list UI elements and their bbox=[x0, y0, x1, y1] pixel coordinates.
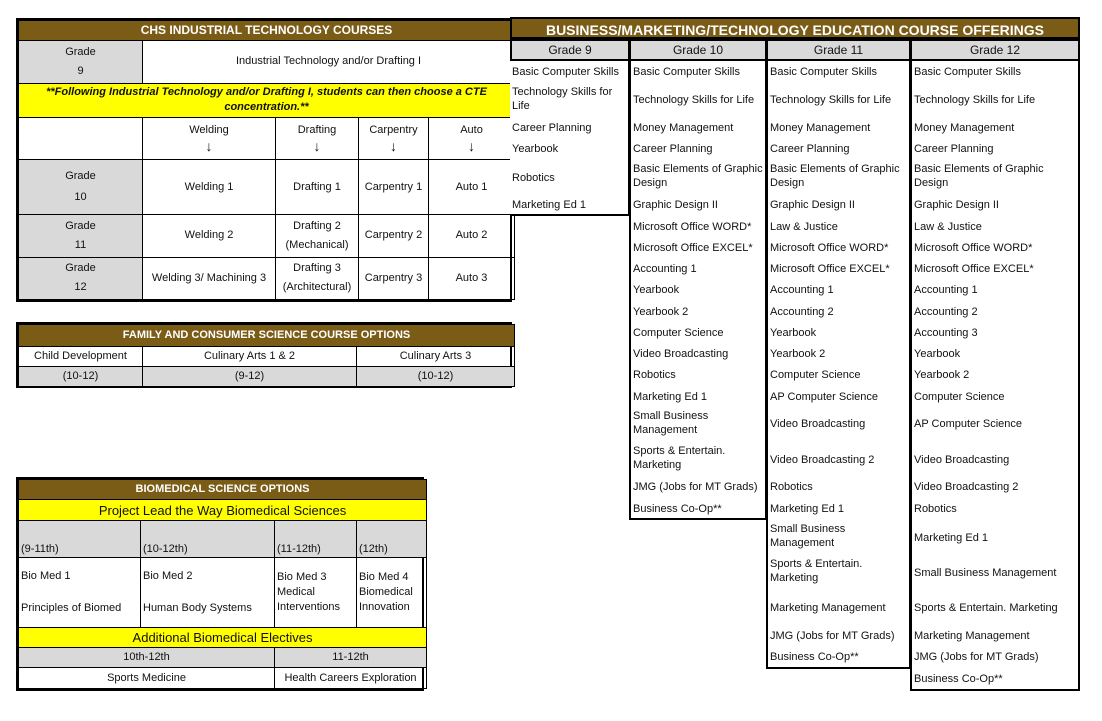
course-name: Drafting 2 bbox=[293, 219, 341, 232]
grade-number: 11 bbox=[74, 238, 87, 251]
course-item: Marketing Management bbox=[770, 602, 886, 614]
pathway-welding bbox=[143, 118, 276, 160]
grade-10-cell bbox=[19, 160, 143, 215]
industrial-title: CHS INDUSTRIAL TECHNOLOGY COURSES bbox=[19, 21, 515, 41]
grade-label: Grade bbox=[65, 262, 96, 275]
course-cell: Drafting 1 bbox=[276, 160, 359, 215]
course-item: Money Management bbox=[914, 122, 1015, 134]
course-item: Video Broadcasting 2 bbox=[770, 454, 875, 466]
course-name: Child Development bbox=[19, 347, 143, 367]
course-item: Accounting 1 bbox=[914, 284, 978, 296]
course-cell: Auto 1 bbox=[429, 160, 515, 215]
course-desc: Human Body Systems bbox=[143, 601, 252, 614]
biomed-title: BIOMEDICAL SCIENCE OPTIONS bbox=[19, 480, 427, 500]
course-item: Robotics bbox=[914, 503, 957, 515]
grade-10-column bbox=[629, 61, 767, 520]
course-name: Bio Med 1 bbox=[21, 569, 71, 582]
course-name: Bio Med 2 bbox=[143, 569, 193, 582]
down-arrow-icon: ↓ bbox=[390, 138, 397, 155]
course-sub: (Architectural) bbox=[282, 281, 352, 294]
course-name: Culinary Arts 1 & 2 bbox=[143, 347, 357, 367]
pathway-blank bbox=[19, 118, 143, 160]
grade-number: 12 bbox=[74, 281, 87, 294]
pathway-label: Carpentry bbox=[369, 124, 418, 137]
course-item: Small Business Management bbox=[770, 523, 846, 549]
grade-range: (12th) bbox=[357, 520, 427, 557]
course-item: Basic Elements of Graphic Design bbox=[914, 163, 1044, 189]
elective-grades: 10th-12th bbox=[19, 647, 275, 667]
course-item: Yearbook bbox=[914, 348, 961, 360]
course-item: Microsoft Office EXCEL* bbox=[770, 263, 890, 275]
course-item: Graphic Design II bbox=[914, 199, 999, 211]
course-item: Sports & Entertain. Marketing bbox=[770, 558, 863, 584]
cte-note: **Following Industrial Technology and/or Drafting I, students can then choose a CTE concentration.** bbox=[19, 83, 515, 117]
biomed-course bbox=[357, 557, 427, 627]
course-item: Marketing Ed 1 bbox=[770, 503, 844, 515]
course-item: Law & Justice bbox=[914, 221, 982, 233]
course-item: JMG (Jobs for MT Grads) bbox=[633, 481, 758, 493]
course-cell: Carpentry 2 bbox=[359, 215, 429, 257]
down-arrow-icon: ↓ bbox=[468, 138, 475, 155]
course-item: Marketing Ed 1 bbox=[633, 391, 707, 403]
family-consumer-table bbox=[16, 322, 512, 388]
pathway-label: Welding bbox=[189, 124, 229, 137]
course-item: Yearbook bbox=[633, 284, 680, 296]
course-item: Accounting 1 bbox=[633, 263, 697, 275]
grade-11-cell bbox=[19, 215, 143, 257]
course-item: Accounting 2 bbox=[914, 306, 978, 318]
course-item: Video Broadcasting bbox=[770, 418, 866, 430]
course-item: Career Planning bbox=[770, 143, 850, 155]
grade-9-column bbox=[510, 61, 630, 216]
elective-name: Sports Medicine bbox=[19, 668, 275, 689]
course-item: Technology Skills for Life bbox=[512, 86, 613, 112]
course-item: Yearbook bbox=[512, 143, 559, 155]
industrial-tech-table bbox=[16, 18, 512, 302]
course-cell: Carpentry 3 bbox=[359, 257, 429, 300]
elective-name: Health Careers Exploration bbox=[275, 668, 427, 689]
course-cell: Auto 3 bbox=[429, 257, 515, 300]
grade-label: Grade bbox=[65, 219, 96, 232]
course-item: Technology Skills for Life bbox=[914, 94, 1036, 106]
course-item: Law & Justice bbox=[770, 221, 838, 233]
course-item: Accounting 2 bbox=[770, 306, 834, 318]
course-item: Career Planning bbox=[633, 143, 713, 155]
pathway-label: Drafting bbox=[297, 124, 337, 137]
course-item: Video Broadcasting bbox=[914, 454, 1010, 466]
course-item: Robotics bbox=[770, 481, 813, 493]
course-item: Video Broadcasting 2 bbox=[914, 481, 1019, 493]
course-item: Graphic Design II bbox=[770, 199, 855, 211]
pathway-drafting bbox=[276, 118, 359, 160]
course-item: Basic Elements of Graphic Design bbox=[770, 163, 900, 189]
course-item: Marketing Ed 1 bbox=[914, 532, 988, 544]
course-item: Career Planning bbox=[914, 143, 994, 155]
pltw-heading: Project Lead the Way Biomedical Sciences bbox=[19, 500, 427, 520]
course-item: AP Computer Science bbox=[770, 391, 879, 403]
course-item: Small Business Management bbox=[633, 410, 709, 436]
course-cell: Welding 2 bbox=[143, 215, 276, 257]
course-desc: Principles of Biomed bbox=[21, 601, 122, 614]
course-item: Money Management bbox=[633, 122, 734, 134]
pathway-label: Auto bbox=[460, 124, 483, 137]
grade-9-course: Industrial Technology and/or Drafting I bbox=[143, 41, 515, 83]
grade-label: Grade bbox=[65, 45, 96, 58]
course-cell: Welding 1 bbox=[143, 160, 276, 215]
course-item: Marketing Ed 1 bbox=[512, 199, 586, 211]
course-item: Basic Computer Skills bbox=[512, 66, 619, 78]
course-cell: Carpentry 1 bbox=[359, 160, 429, 215]
course-item: Basic Elements of Graphic Design bbox=[633, 163, 763, 189]
course-cell bbox=[276, 215, 359, 257]
column-head-grade-11: Grade 11 bbox=[766, 39, 911, 61]
course-item: Sports & Entertain. Marketing bbox=[633, 445, 726, 471]
course-item: Yearbook 2 bbox=[914, 369, 970, 381]
course-cell bbox=[276, 257, 359, 300]
course-item: Microsoft Office WORD* bbox=[770, 242, 889, 254]
course-item: Business Co-Op** bbox=[633, 503, 722, 515]
course-item: Microsoft Office WORD* bbox=[633, 221, 752, 233]
course-cell: Auto 2 bbox=[429, 215, 515, 257]
course-item: Video Broadcasting bbox=[633, 348, 729, 360]
course-item: Marketing Management bbox=[914, 630, 1030, 642]
pathway-carpentry bbox=[359, 118, 429, 160]
course-sub: (Mechanical) bbox=[285, 238, 349, 251]
course-desc: Innovation bbox=[359, 600, 410, 613]
course-item: Basic Computer Skills bbox=[633, 66, 740, 78]
business-title: BUSINESS/MARKETING/TECHNOLOGY EDUCATION COURSE OFFERINGS bbox=[510, 17, 1080, 39]
course-item: Robotics bbox=[512, 172, 555, 184]
course-item: Microsoft Office EXCEL* bbox=[633, 242, 753, 254]
course-item: Computer Science bbox=[770, 369, 861, 381]
biomed-course bbox=[275, 557, 357, 627]
pathway-auto bbox=[429, 118, 515, 160]
course-item: Basic Computer Skills bbox=[770, 66, 877, 78]
course-item: Sports & Entertain. Marketing bbox=[914, 602, 1058, 614]
course-desc: Medical bbox=[277, 585, 315, 598]
course-item: Career Planning bbox=[512, 122, 592, 134]
column-head-grade-10: Grade 10 bbox=[629, 39, 767, 61]
electives-heading: Additional Biomedical Electives bbox=[19, 627, 427, 647]
course-cell: Welding 3/ Machining 3 bbox=[143, 257, 276, 300]
course-item: Robotics bbox=[633, 369, 676, 381]
course-item: Yearbook bbox=[770, 327, 817, 339]
course-item: Computer Science bbox=[633, 327, 724, 339]
grade-9-cell bbox=[19, 41, 143, 83]
grade-11-column bbox=[766, 61, 911, 669]
course-name: Culinary Arts 3 bbox=[357, 347, 515, 367]
course-item: JMG (Jobs for MT Grads) bbox=[770, 630, 895, 642]
course-item: JMG (Jobs for MT Grads) bbox=[914, 651, 1039, 663]
course-name: Drafting 3 bbox=[293, 262, 341, 275]
course-grades: (9-12) bbox=[143, 367, 357, 387]
course-item: Business Co-Op** bbox=[914, 673, 1003, 685]
biomed-course bbox=[19, 557, 141, 627]
grade-range: (9-11th) bbox=[19, 520, 141, 557]
elective-grades: 11-12th bbox=[275, 647, 427, 667]
grade-number: 10 bbox=[74, 191, 87, 204]
course-item: Money Management bbox=[770, 122, 871, 134]
course-item: Technology Skills for Life bbox=[770, 94, 892, 106]
course-item: Yearbook 2 bbox=[770, 348, 826, 360]
column-head-grade-12: Grade 12 bbox=[910, 39, 1080, 61]
course-item: Accounting 3 bbox=[914, 327, 978, 339]
grade-range: (10-12th) bbox=[141, 520, 275, 557]
course-item: Computer Science bbox=[914, 391, 1005, 403]
course-grades: (10-12) bbox=[19, 367, 143, 387]
grade-number: 9 bbox=[77, 64, 84, 77]
grade-12-cell bbox=[19, 257, 143, 300]
course-item: Basic Computer Skills bbox=[914, 66, 1021, 78]
course-name: Bio Med 4 bbox=[359, 570, 409, 583]
biomedical-table bbox=[16, 477, 424, 691]
down-arrow-icon: ↓ bbox=[313, 138, 321, 155]
course-item: Small Business Management bbox=[914, 567, 1057, 579]
course-grades: (10-12) bbox=[357, 367, 515, 387]
biomed-course bbox=[141, 557, 275, 627]
grade-range: (11-12th) bbox=[275, 520, 357, 557]
column-head-grade-9: Grade 9 bbox=[510, 39, 630, 61]
course-desc: Interventions bbox=[277, 600, 340, 613]
course-name: Bio Med 3 bbox=[277, 570, 327, 583]
family-title: FAMILY AND CONSUMER SCIENCE COURSE OPTIONS bbox=[19, 325, 515, 347]
course-item: Yearbook 2 bbox=[633, 306, 689, 318]
course-item: Accounting 1 bbox=[770, 284, 834, 296]
grade-12-column bbox=[910, 61, 1080, 691]
course-item: Business Co-Op** bbox=[770, 651, 859, 663]
course-item: Graphic Design II bbox=[633, 199, 718, 211]
grade-label: Grade bbox=[65, 170, 96, 183]
course-item: Microsoft Office WORD* bbox=[914, 242, 1033, 254]
course-item: Microsoft Office EXCEL* bbox=[914, 263, 1034, 275]
down-arrow-icon: ↓ bbox=[205, 138, 213, 155]
course-item: Technology Skills for Life bbox=[633, 94, 755, 106]
course-item: AP Computer Science bbox=[914, 418, 1023, 430]
course-desc: Biomedical bbox=[359, 585, 413, 598]
